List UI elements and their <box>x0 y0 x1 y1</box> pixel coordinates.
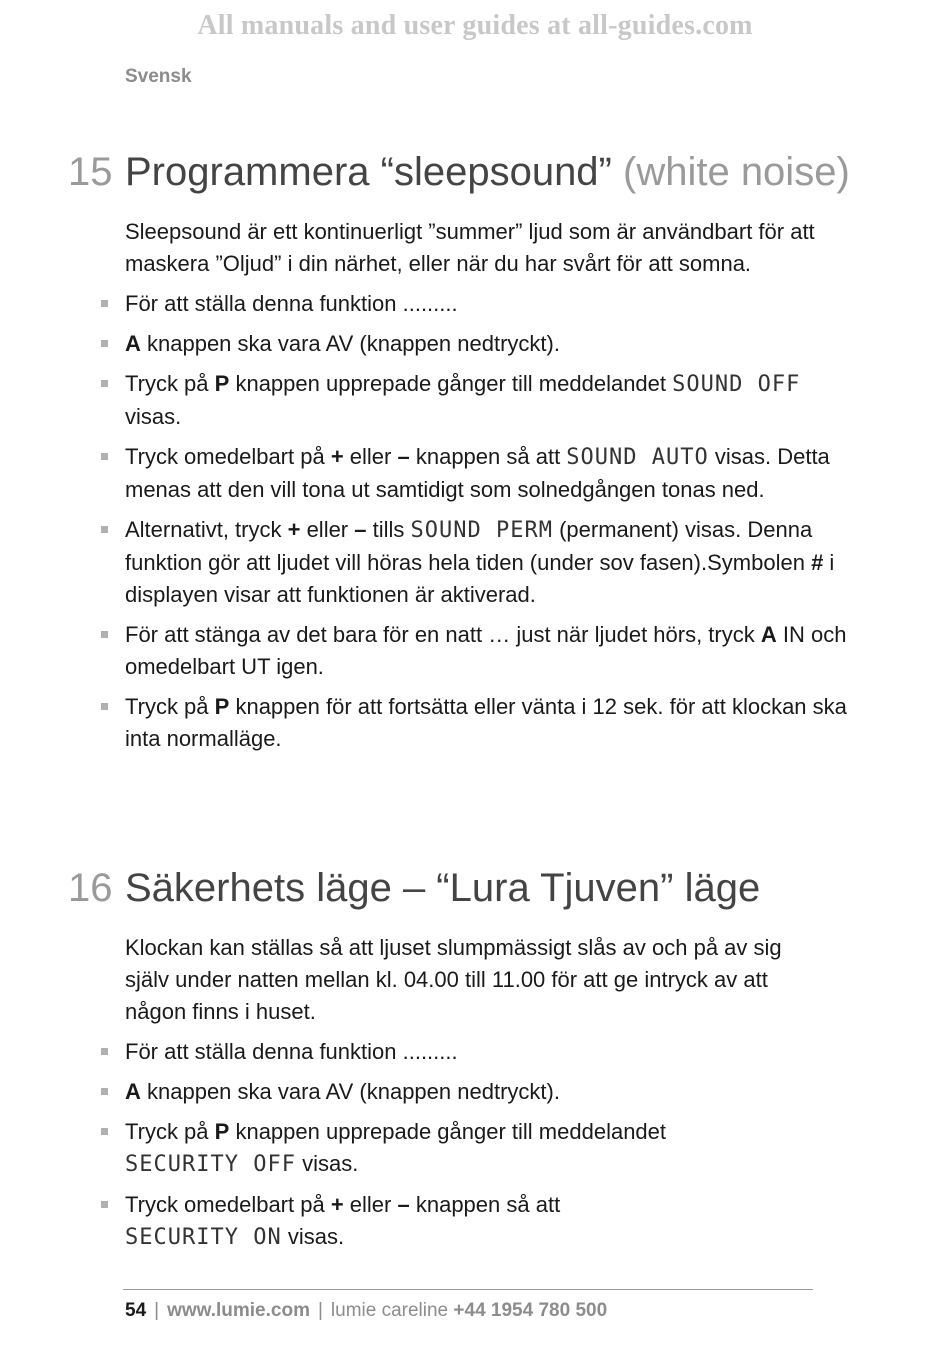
careline-label: lumie careline <box>330 1300 454 1321</box>
bullet-icon <box>101 380 108 387</box>
bullet-icon <box>101 1201 108 1208</box>
list-item <box>125 691 850 755</box>
section-16 <box>0 866 950 1254</box>
step-text: För att ställa denna funktion ......... <box>125 291 458 316</box>
list-item <box>125 1116 850 1181</box>
list-item <box>125 288 850 320</box>
footer-separator: | <box>317 1300 323 1321</box>
footer <box>125 1300 607 1322</box>
step-text: knappen för att fortsätta eller vänta i 12 sek. för att klockan ska inta normalläge. <box>125 694 847 751</box>
lcd-display-text: SOUND PERM <box>410 518 553 543</box>
step-text: Tryck på <box>125 694 215 719</box>
step-text: Tryck omedelbart på <box>125 1192 331 1217</box>
key-p: P <box>214 694 230 719</box>
step-text: tills <box>366 517 411 542</box>
step-text: knappen upprepade gånger till meddelandet <box>229 371 673 396</box>
lcd-display-text: SECURITY OFF <box>125 1152 296 1177</box>
key-a: A <box>125 1079 141 1104</box>
section-16-title: Säkerhets läge – “Lura Tjuven” läge <box>125 866 761 910</box>
page-number: 54 <box>125 1300 147 1321</box>
section-15-title-main: Programmera “sleepsound” <box>125 150 612 194</box>
step-text: eller <box>300 517 355 542</box>
section-15-steps <box>0 288 950 755</box>
lcd-display-text: SECURITY ON <box>125 1225 282 1250</box>
step-text: i displayen visar att funktionen är aktiverad. <box>125 550 835 607</box>
minus-key: – <box>397 1192 410 1217</box>
step-text: visas. <box>125 404 182 429</box>
footer-separator: | <box>154 1300 160 1321</box>
list-item <box>125 514 850 611</box>
step-text: Tryck på <box>125 371 215 396</box>
bullet-icon <box>101 631 108 638</box>
step-text: visas. <box>281 1224 345 1249</box>
key-p: P <box>214 371 230 396</box>
step-text: knappen ska vara AV (knappen nedtryckt). <box>140 331 560 356</box>
section-15-title <box>125 150 850 195</box>
minus-key: – <box>354 517 367 542</box>
bullet-icon <box>101 300 108 307</box>
section-15-title-muted: (white noise) <box>623 150 850 194</box>
section-16-steps <box>0 1036 950 1254</box>
bullet-icon <box>101 526 108 533</box>
lcd-display-text: SOUND AUTO <box>566 445 709 470</box>
key-a: A <box>760 622 777 647</box>
list-item <box>125 328 850 360</box>
step-text: knappen upprepade gånger till meddelandet <box>229 1119 667 1144</box>
plus-key: + <box>330 1192 344 1217</box>
language-label: Svensk <box>125 66 192 87</box>
key-a: A <box>125 331 141 356</box>
bullet-icon <box>101 453 108 460</box>
step-text: IN och omedelbart UT igen. <box>125 622 847 679</box>
website-link[interactable]: www.lumie.com <box>167 1300 310 1321</box>
bullet-icon <box>101 1088 108 1095</box>
key-p: P <box>214 1119 230 1144</box>
section-16-heading <box>0 866 950 914</box>
step-text: knappen ska vara AV (knappen nedtryckt). <box>140 1079 560 1104</box>
lcd-display-text: SOUND OFF <box>672 372 801 397</box>
bullet-icon <box>101 340 108 347</box>
step-text: För att ställa denna funktion ......... <box>125 1039 458 1064</box>
list-item <box>125 1036 850 1068</box>
list-item <box>125 368 850 433</box>
section-16-number: 16 <box>68 866 113 910</box>
watermark-text: All manuals and user guides at all-guides.com <box>197 10 753 41</box>
step-text: knappen så att <box>409 1192 561 1217</box>
plus-key: + <box>330 444 344 469</box>
plus-key: + <box>287 517 301 542</box>
list-item <box>125 619 850 683</box>
section-15 <box>0 150 950 755</box>
step-text: visas. Detta menas att den vill tona ut samtidigt som solnedgången tonas ned. <box>125 444 830 502</box>
careline-phone: +44 1954 780 500 <box>453 1300 608 1321</box>
step-text: knappen så att <box>409 444 567 469</box>
bullet-icon <box>101 703 108 710</box>
section-15-intro: Sleepsound är ett kontinuerligt ”summer” ljud som är användbart för att maskera ”Oljud” i din närhet, eller när du har svårt för att somna. <box>125 219 815 276</box>
step-text: Tryck omedelbart på <box>125 444 331 469</box>
step-text: eller <box>343 1192 398 1217</box>
footer-divider <box>123 1289 813 1290</box>
list-item <box>125 441 850 506</box>
step-text: För att stänga av det bara för en natt … just när ljudet hörs, tryck <box>125 622 761 647</box>
section-15-heading <box>0 150 950 198</box>
section-15-number: 15 <box>68 150 113 194</box>
step-text: eller <box>343 444 398 469</box>
step-text: Alternativt, tryck <box>125 517 288 542</box>
section-16-intro: Klockan kan ställas så att ljuset slumpmässigt slås av och på av sig själv under natten mellan kl. 04.00 till 11.00 för att ge intryck av att någon finns i huset. <box>125 935 782 1024</box>
minus-key: – <box>397 444 410 469</box>
list-item <box>125 1189 850 1254</box>
list-item <box>125 1076 850 1108</box>
step-text: (permanent) visas. Denna funktion gör att ljudet vill höras hela tiden (under sov fasen).Symbolen <box>125 517 813 575</box>
step-text: Tryck på <box>125 1119 215 1144</box>
bullet-icon <box>101 1048 108 1055</box>
hash-symbol: # <box>811 550 824 575</box>
step-text: visas. <box>295 1151 359 1176</box>
bullet-icon <box>101 1128 108 1135</box>
